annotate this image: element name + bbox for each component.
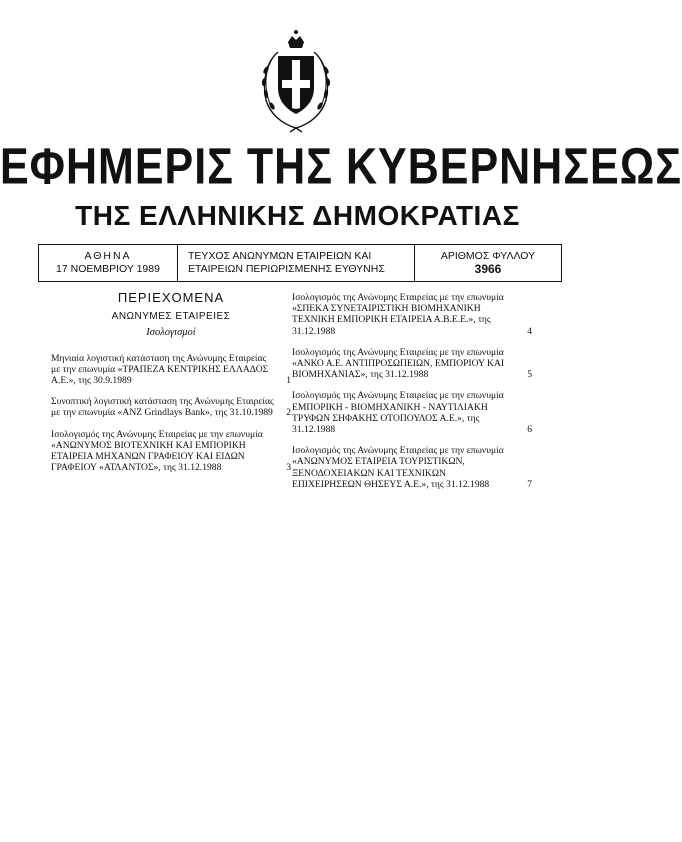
contents-right-column [292,292,532,500]
contents-entry [51,353,291,387]
contents-entry [51,429,291,474]
entry-page-number: 2 [286,407,291,419]
contents-entry [292,445,532,490]
issue-type [177,245,415,281]
entry-text: Ισολογισμός της Ανώνυμης Εταιρείας με την επωνυμία «ΑΝΚΟ Α.Ε. ΑΝΤΙΠΡΟΣΩΠΕΙΩΝ, ΕΜΠΟΡΙΟΥ ΚΑΙ ΒΙΟΜΗΧΑΝΙΑΣ», της 31.12.1988 [292,346,505,381]
entry-text: Συνοπτική λογιστική κατάσταση της Ανώνυμης Εταιρείας με την επωνυμία «ANZ Grindlays Bank», της 31.10.1989 [51,396,274,419]
issue-type-line1: ΤΕΥΧΟΣ ΑΝΩΝΥΜΩΝ ΕΤΑΙΡΕΙΩΝ ΚΑΙ [188,250,372,262]
masthead-title: ΕΦΗΜΕΡΙΣ ΤΗΣ ΚΥΒΕΡΝΗΣΕΩΣ [0,138,682,196]
issue-type-line2: ΕΤΑΙΡΕΙΩΝ ΠΕΡΙΩΡΙΣΜΕΝΗΣ ΕΥΘΥΝΗΣ [188,263,385,275]
contents-entry [51,396,291,418]
issue-city: ΑΘΗΝΑ [84,250,132,262]
entry-page-number: 7 [527,478,532,490]
entry-page-number: 1 [286,375,291,387]
issue-date: 17 ΝΟΕΜΒΡΙΟΥ 1989 [56,263,160,275]
entry-page-number: 4 [527,325,532,337]
sheet-number-cell [415,245,561,281]
entry-page-number: 6 [527,424,532,436]
sheet-number: 3966 [474,262,502,276]
greek-coat-of-arms-emblem [252,22,340,134]
entry-page-number: 5 [527,369,532,381]
entry-text: Μηνιαία λογιστική κατάσταση της Ανώνυμης Εταιρείας με την επωνυμία «ΤΡΑΠΕΖΑ ΚΕΝΤΡΙΚΗΣ ΕΛΛΑΔΟΣ Α.Ε.», της 30.9.1989 [51,352,269,387]
entry-text: Ισολογισμός της Ανώνυμης Εταιρείας με την επωνυμία «ΑΝΩΝΥΜΟΣ ΒΙΟΤΕΧΝΙΚΗ ΚΑΙ ΕΜΠΟΡΙΚΗ ΕΤΑΙΡΕΙΑ ΜΗΧΑΝΩΝ ΓΡΑΦΕΙΟΥ ΚΑΙ ΕΙΔΩΝ ΓΡΑΦΕΙΟΥ «ΑΤΛΑΝΤΟΣ», της 31.12.1988 [51,428,263,474]
sheet-number-label: ΑΡΙΘΜΟΣ ΦΥΛΛΟΥ [440,250,536,262]
contents-entry [292,390,532,435]
entry-text: Ισολογισμός της Ανώνυμης Εταιρείας με την επωνυμία «ΑΝΩΝΥΜΟΣ ΕΤΑΙΡΕΙΑ ΤΟΥΡΙΣΤΙΚΩΝ, ΞΕΝΟΔΟΧΕΙΑΚΩΝ ΚΑΙ ΤΕΧΝΙΚΩΝ ΕΠΙΧΕΙΡΗΣΕΩΝ ΘΗΣΕΥΣ Α.Ε.», της 31.12.1988 [292,445,504,490]
contents-heading: ΠΕΡΙΕΧΟΜΕΝΑ [117,290,225,305]
issue-info-bar [38,244,562,282]
contents-entry [292,292,532,337]
entry-page-number: 3 [286,462,291,474]
masthead-subtitle: ΤΗΣ ΕΛΛΗΝΙΚΗΣ ΔΗΜΟΚΡΑΤΙΑΣ [75,200,520,231]
entry-text: Ισολογισμός της Ανώνυμης Εταιρείας με την επωνυμία ΕΜΠΟΡΙΚΗ - ΒΙΟΜΗΧΑΝΙΚΗ - ΝΑΥΤΙΛΙΑΚΗ ΤΡΥΦΩΝ ΣΗΦΑΚΗΣ ΟΤΟΠΟΥΛΟΣ Α.Ε.», της 31.12.1988 [292,390,504,436]
section-heading: ΑΝΩΝΥΜΕΣ ΕΤΑΙΡΕΙΕΣ [111,311,231,323]
issue-place-date [39,245,177,281]
contents-left-column [51,292,291,483]
entry-text: Ισολογισμός της Ανώνυμης Εταιρείας με την επωνυμία «ΣΠΕΚΑ ΣΥΝΕΤΑΙΡΙΣΤΙΚΗ ΒΙΟΜΗΧΑΝΙΚΗ ΤΕΧΝΙΚΗ ΕΜΠΟΡΙΚΗ ΕΤΑΙΡΕΙΑ Α.Β.Ε.Ε.», της 31.12.1988 [292,292,504,337]
contents-entry [292,347,532,381]
subsection-heading: Ισολογισμοί [146,327,196,339]
